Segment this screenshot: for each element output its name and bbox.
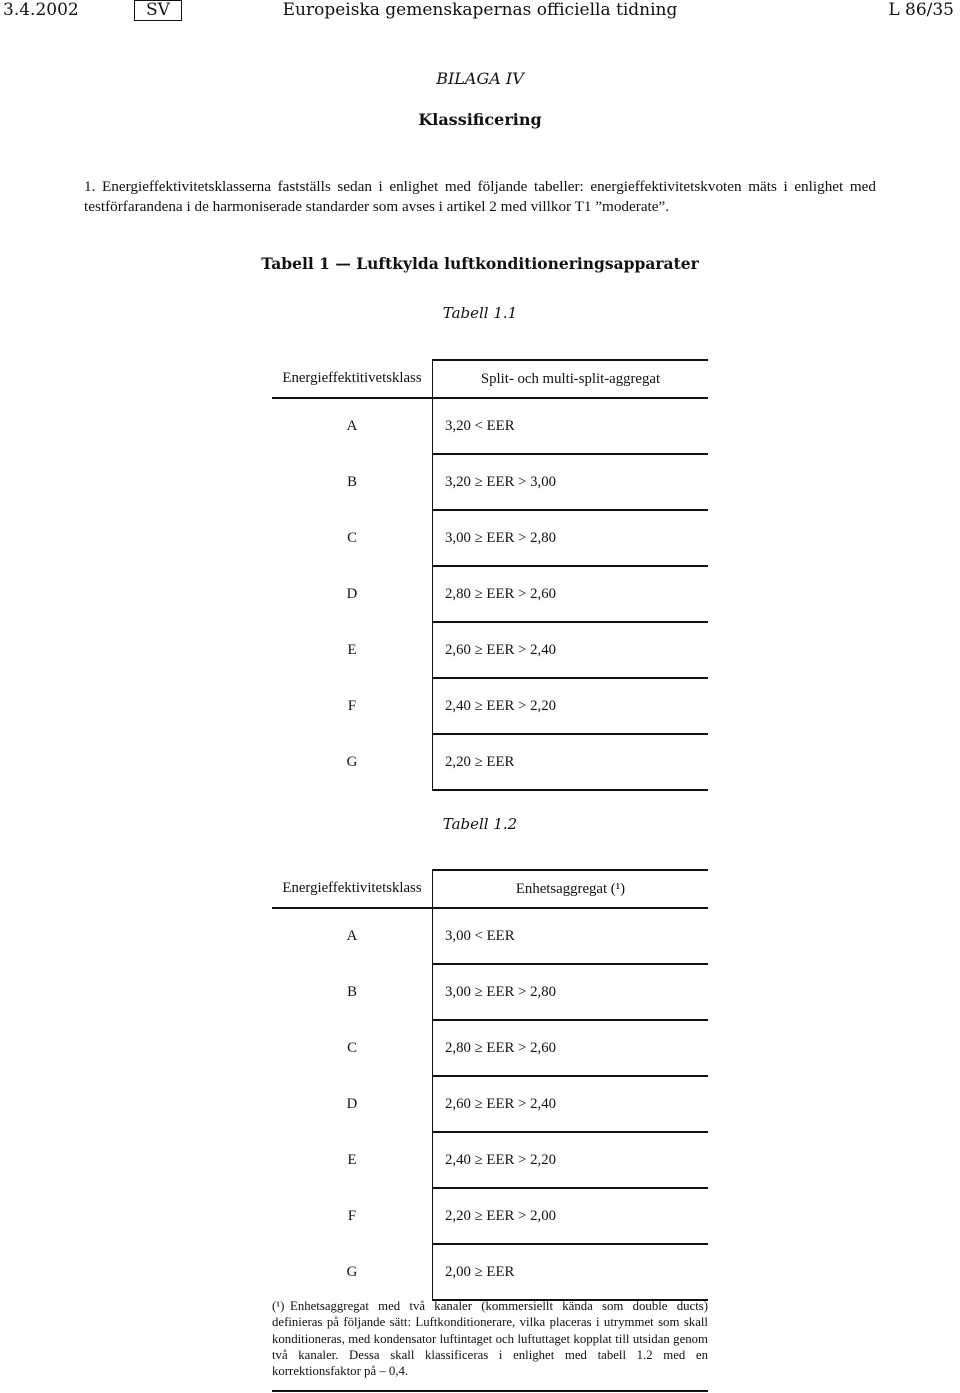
energy-class-cell: D xyxy=(272,566,433,622)
energy-class-cell: F xyxy=(272,1188,433,1244)
energy-class-cell: F xyxy=(272,678,433,734)
table-row xyxy=(272,964,708,1020)
energy-class-cell: D xyxy=(272,1076,433,1132)
column-header-class: Energieffektitivetsklass xyxy=(272,360,433,398)
table-header-row xyxy=(272,870,708,908)
footnote xyxy=(272,1298,708,1379)
eer-range-cell: 3,20 ≥ EER > 3,00 xyxy=(433,454,709,510)
eer-range-cell: 3,00 < EER xyxy=(433,908,709,964)
eer-range-cell: 3,00 ≥ EER > 2,80 xyxy=(433,964,709,1020)
table-1-2 xyxy=(272,869,708,1301)
table-row xyxy=(272,622,708,678)
energy-class-cell: E xyxy=(272,622,433,678)
energy-class-cell: E xyxy=(272,1132,433,1188)
eer-range-cell: 2,40 ≥ EER > 2,20 xyxy=(433,1132,709,1188)
footnote-bottom-rule xyxy=(272,1390,708,1392)
table-1-1 xyxy=(272,359,708,791)
eer-range-cell: 2,00 ≥ EER xyxy=(433,1244,709,1300)
table-row xyxy=(272,566,708,622)
eer-range-cell: 2,20 ≥ EER xyxy=(433,734,709,790)
page-header xyxy=(0,0,960,22)
eer-range-cell: 2,80 ≥ EER > 2,60 xyxy=(433,1020,709,1076)
energy-class-cell: A xyxy=(272,908,433,964)
table-row xyxy=(272,398,708,454)
column-header-range: Enhetsaggregat (¹) xyxy=(433,870,709,908)
footnote-text: Enhetsaggregat med två kanaler (kommersiellt kända som double ducts) definieras på följande sätt: Luftkonditionerare, vilka placeras i utrymmet som skall konditioneras, med kondensator luftintaget och luftuttaget kopplat till utsidan genom två kanaler. Dessa skall klassificeras i enlighet med tabell 1.2 med en korrektionsfaktor på – 0,4. xyxy=(272,1299,708,1379)
energy-class-cell: G xyxy=(272,1244,433,1300)
table-row xyxy=(272,510,708,566)
table-row xyxy=(272,1020,708,1076)
column-header-range: Split- och multi-split-aggregat xyxy=(433,360,709,398)
table-1-1-subtitle: Tabell 1.1 xyxy=(442,304,518,322)
eer-range-cell: 2,40 ≥ EER > 2,20 xyxy=(433,678,709,734)
table-row xyxy=(272,1076,708,1132)
energy-class-cell: B xyxy=(272,964,433,1020)
table-group-title: Tabell 1 — Luftkylda luftkonditioneringsapparater xyxy=(261,254,699,273)
intro-paragraph: 1. Energieffektivitetsklasserna fastställs sedan i enlighet med följande tabeller: energieffektivitetskvoten mäts i enlighet med testförfarandena i de harmoniserade standarder som avses i artikel 2 med villkor T1 ”moderate”. xyxy=(84,178,876,215)
table-row xyxy=(272,908,708,964)
eer-range-cell: 2,60 ≥ EER > 2,40 xyxy=(433,622,709,678)
energy-class-cell: C xyxy=(272,1020,433,1076)
energy-class-cell: B xyxy=(272,454,433,510)
column-header-class: Energieffektivitetsklass xyxy=(272,870,433,908)
eer-range-cell: 2,80 ≥ EER > 2,60 xyxy=(433,566,709,622)
page-reference: L 86/35 xyxy=(888,0,954,20)
energy-class-cell: G xyxy=(272,734,433,790)
table-1-2-subtitle: Tabell 1.2 xyxy=(442,815,518,833)
table-row xyxy=(272,1188,708,1244)
annex-label: BILAGA IV xyxy=(436,69,524,88)
section-heading: Klassificering xyxy=(418,110,542,129)
table-row xyxy=(272,1132,708,1188)
language-code-box: SV xyxy=(134,0,182,21)
journal-title: Europeiska gemenskapernas officiella tidning xyxy=(282,0,678,20)
eer-range-cell: 2,20 ≥ EER > 2,00 xyxy=(433,1188,709,1244)
energy-class-cell: C xyxy=(272,510,433,566)
eer-range-cell: 3,20 < EER xyxy=(433,398,709,454)
footnote-marker: (¹) xyxy=(272,1299,285,1313)
energy-class-cell: A xyxy=(272,398,433,454)
table-row xyxy=(272,454,708,510)
eer-range-cell: 3,00 ≥ EER > 2,80 xyxy=(433,510,709,566)
table-header-row xyxy=(272,360,708,398)
table-row xyxy=(272,1244,708,1300)
eer-range-cell: 2,60 ≥ EER > 2,40 xyxy=(433,1076,709,1132)
publication-date: 3.4.2002 xyxy=(3,0,79,20)
table-row xyxy=(272,678,708,734)
table-row xyxy=(272,734,708,790)
